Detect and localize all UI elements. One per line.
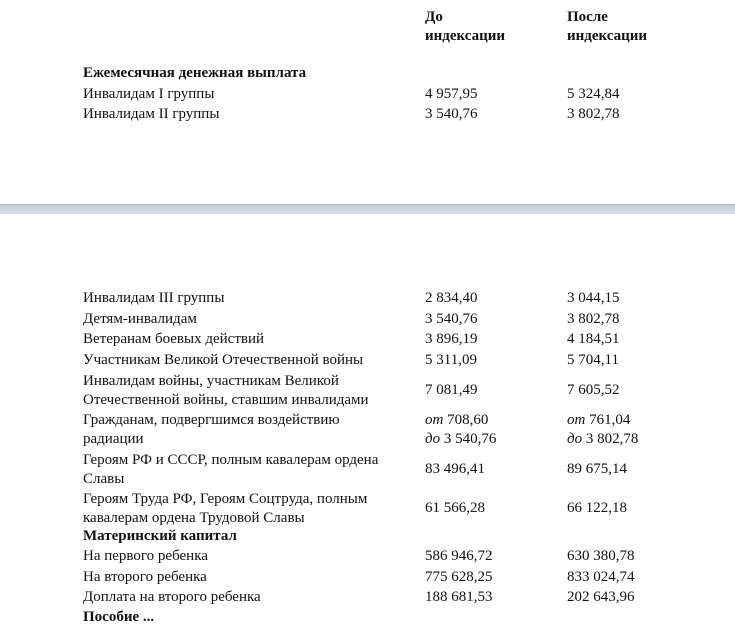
value-after: 5 704,11: [567, 352, 619, 368]
range-prefix: до: [567, 431, 583, 447]
range-value: 708,60: [447, 412, 489, 428]
row-label: Инвалидам III группы: [83, 290, 225, 306]
row-label: Инвалидам II группы: [83, 106, 220, 122]
row-label: Героям Труда РФ, Героям Соцтруда, полным кавалерам ордена Трудовой Славы: [83, 491, 368, 526]
row-label: Участникам Великой Отечественной войны: [83, 352, 364, 368]
value-before: 7 081,49: [425, 382, 478, 398]
value-before: 61 566,28: [425, 500, 485, 516]
column-header-after-indexation: [567, 8, 647, 46]
value-before: 3 540,76: [425, 311, 478, 327]
row-label: Инвалидам войны, участникам Великой Отечественной войны, ставшим инвалидами: [83, 373, 369, 408]
value-after: 202 643,96: [567, 589, 635, 605]
row-label: Гражданам, подвергшимся воздействию радиации: [83, 412, 340, 447]
range-to: [425, 430, 496, 449]
value-after: 89 675,14: [567, 461, 627, 477]
value-before: 3 540,76: [425, 106, 478, 122]
range-prefix: до: [425, 431, 441, 447]
value-after: 66 122,18: [567, 500, 627, 516]
column-header-line: индексации: [567, 28, 648, 44]
value-after: 3 802,78: [567, 311, 620, 327]
value-after: 3 044,15: [567, 290, 620, 306]
value-before: 586 946,72: [425, 548, 493, 564]
value-before: 4 957,95: [425, 86, 478, 102]
value-after: 833 024,74: [567, 569, 635, 585]
value-after: 7 605,52: [567, 382, 620, 398]
value-after: 5 324,84: [567, 86, 620, 102]
range-prefix: от: [425, 412, 444, 428]
section-title-monthly-payment: Ежемесячная денежная выплата: [83, 65, 307, 81]
value-before: 775 628,25: [425, 569, 493, 585]
range-value: 761,04: [589, 412, 631, 428]
row-label: На первого ребенка: [83, 548, 208, 564]
range-to: [567, 430, 638, 449]
range-value: 3 540,76: [443, 431, 497, 447]
row-label: На второго ребенка: [83, 569, 207, 585]
row-label: Инвалидам I группы: [83, 86, 215, 102]
section-title-maternity-capital: Материнский капитал: [83, 528, 237, 544]
section-title-clipped: Пособие ...: [83, 609, 155, 625]
document-page-bottom: [0, 214, 735, 625]
value-after: 4 184,51: [567, 331, 620, 347]
row-label: Ветеранам боевых действий: [83, 331, 265, 347]
value-before: 188 681,53: [425, 589, 493, 605]
row-label: Детям-инвалидам: [83, 311, 197, 327]
page-separator: [0, 204, 735, 214]
column-header-before-indexation: [425, 8, 505, 46]
document-page-top: [0, 0, 735, 204]
column-header-line: До: [425, 9, 443, 25]
column-header-line: После: [567, 9, 608, 25]
row-label: Доплата на второго ребенка: [83, 589, 261, 605]
value-before: 2 834,40: [425, 290, 478, 306]
range-value: 3 802,78: [585, 431, 639, 447]
row-label: Героям РФ и СССР, полным кавалерам ордена Славы: [83, 452, 379, 487]
value-before-range: [425, 411, 496, 449]
value-after: 630 380,78: [567, 548, 635, 564]
value-after-range: [567, 411, 638, 449]
range-from: [567, 411, 638, 430]
column-header-line: индексации: [425, 28, 506, 44]
value-before: 83 496,41: [425, 461, 485, 477]
value-after: 3 802,78: [567, 106, 620, 122]
range-prefix: от: [567, 412, 586, 428]
value-before: 3 896,19: [425, 331, 478, 347]
range-from: [425, 411, 496, 430]
value-before: 5 311,09: [425, 352, 477, 368]
